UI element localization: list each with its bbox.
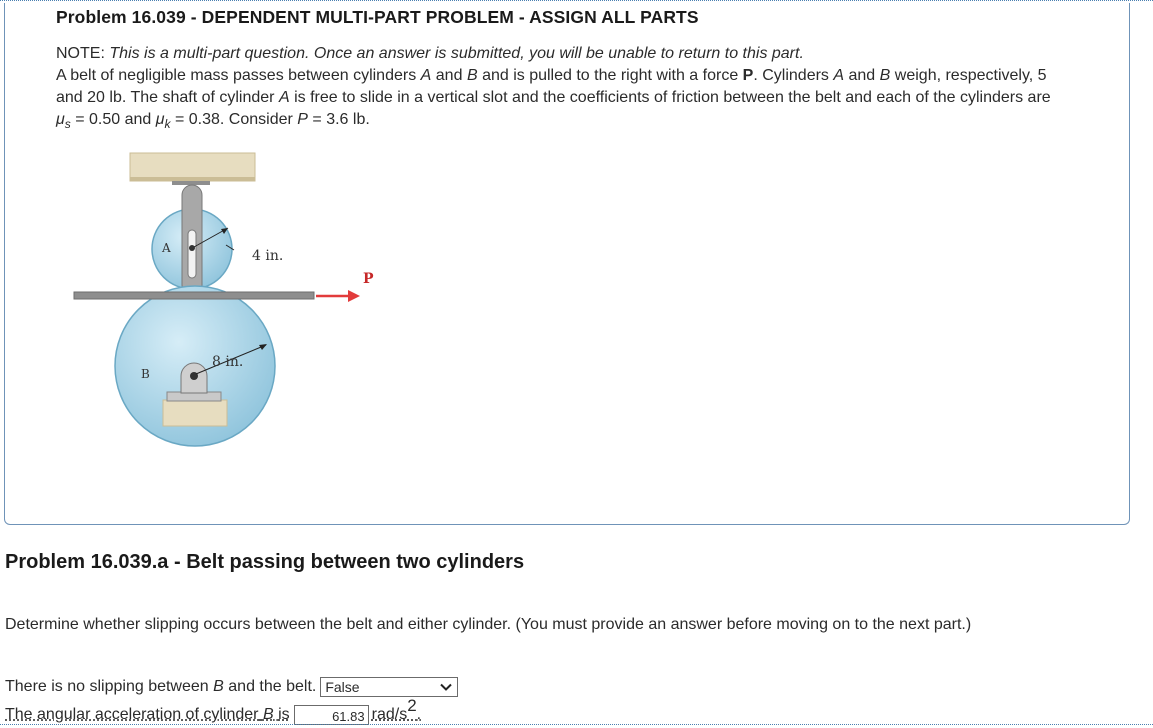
angular-acceleration-input[interactable]: 61.83 bbox=[294, 705, 369, 725]
slot-bracket bbox=[172, 181, 210, 185]
answer-row-acceleration bbox=[5, 696, 422, 724]
true-false-select[interactable] bbox=[320, 677, 458, 697]
body-text: = 3.6 lb. bbox=[312, 111, 370, 128]
part-a-title: Problem 16.039.a - Belt passing between two cylinders bbox=[5, 551, 525, 573]
body-text: is free to slide in a vertical slot and the coefficients of friction between the belt and each of the cylinders are bbox=[294, 89, 1051, 106]
body-text: weigh, respectively, 5 and 20 lb. The shaft of cylinder bbox=[56, 67, 1047, 106]
mu-s: $\mu_s$ bbox=[56, 111, 71, 131]
var-b: B bbox=[213, 678, 224, 695]
var-b: B bbox=[466, 67, 478, 84]
body-text: and bbox=[848, 67, 876, 84]
row2-label: The angular acceleration of cylinder B is bbox=[5, 706, 290, 723]
ceiling-support-edge bbox=[130, 177, 255, 181]
var-b: B bbox=[879, 67, 891, 84]
var-p-bold: P bbox=[742, 67, 754, 84]
bottom-border bbox=[0, 724, 1153, 725]
var-a: A bbox=[278, 89, 290, 106]
radius-a-label: 4 in. bbox=[252, 248, 284, 264]
label-a: A bbox=[162, 241, 171, 255]
cylinders-figure bbox=[68, 150, 388, 470]
body-text: and bbox=[435, 67, 463, 84]
problem-body bbox=[56, 65, 1066, 131]
ceiling-support bbox=[130, 153, 255, 181]
body-text: . Cylinders bbox=[753, 67, 829, 84]
axle-a bbox=[189, 245, 195, 251]
chevron-down-icon bbox=[440, 682, 452, 692]
body-text: and is pulled to the right with a force bbox=[482, 67, 739, 84]
problem-title: Problem 16.039 - DEPENDENT MULTI-PART PROBLEM - ASSIGN ALL PARTS bbox=[56, 7, 699, 27]
slot bbox=[188, 230, 196, 278]
var-a: A bbox=[420, 67, 432, 84]
note-text: This is a multi-part question. Once an answer is submitted, you will be unable to return to this part. bbox=[109, 45, 804, 62]
mu-k: $\mu_k$ bbox=[155, 111, 171, 131]
body-text: A belt of negligible mass passes between cylinders bbox=[56, 67, 417, 84]
label-b: B bbox=[141, 367, 150, 381]
note-label: NOTE: bbox=[56, 45, 105, 62]
answer-row-slipping bbox=[5, 677, 458, 697]
belt bbox=[74, 292, 314, 299]
body-text: = 0.38. Consider bbox=[174, 111, 293, 128]
top-border bbox=[0, 0, 1153, 1]
row1-text: and the belt. bbox=[228, 678, 317, 695]
label-p: P bbox=[363, 271, 374, 287]
var-p: P bbox=[297, 111, 308, 128]
note-line bbox=[56, 43, 1066, 65]
row1-text: There is no slipping between bbox=[5, 678, 209, 695]
var-a: A bbox=[833, 67, 845, 84]
body-text: = 0.50 and bbox=[75, 111, 152, 128]
part-a-question: Determine whether slipping occurs between the belt and either cylinder. (You must provide an answer before moving on to the next part.) bbox=[5, 616, 972, 633]
select-value: False bbox=[325, 679, 360, 695]
problem-statement bbox=[56, 43, 1066, 131]
pivot-base bbox=[163, 400, 227, 426]
radius-b-label: 8 in. bbox=[212, 354, 244, 370]
unit-label: rad/s2. bbox=[371, 696, 422, 723]
force-arrow-head bbox=[348, 290, 360, 302]
